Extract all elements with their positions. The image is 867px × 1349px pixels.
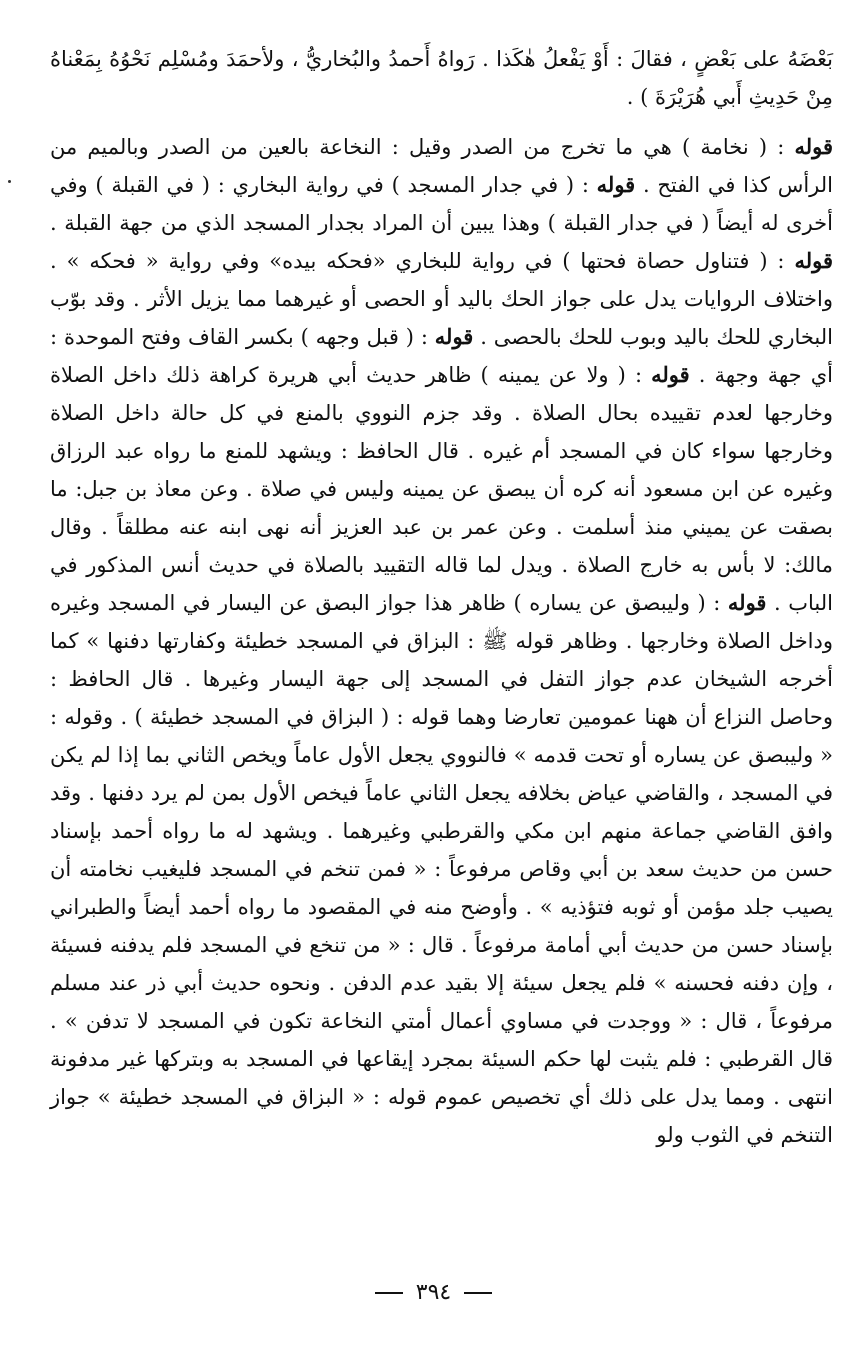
- commentary-text: : ( ولا عن يمينه ) ظاهر حديث أبي هريرة كراهة ذلك داخل الصلاة وخارجها لعدم تقييده بحال الصلاة . وقد جزم النووي بالمنع في كل حالة داخل الصلاة وخارجها سواء كان في المسجد أم غيره . قال الحافظ : ويشهد للمنع ما رواه عبد الرزاق وغيره عن ابن مسعود أنه كره أن يبصق عن يمينه وليس في صلاة . وعن معاذ بن جبل: ما بصقت عن يميني منذ أسلمت . وعن عمر بن عبد العزيز أنه نهى ابنه عنه مطلقاً . وقال مالك: لا بأس به خارج الصلاة . ويدل لما قاله التقييد بالصلاة في حديث أنس المذكور في الباب .: [50, 363, 834, 615]
- commentary-paragraph: [50, 128, 833, 1154]
- page-number: ٣٩٤: [415, 1280, 452, 1305]
- quote-label: قوله: [794, 248, 833, 273]
- commentary-text: : ( في جدار المسجد ) في رواية البخاري : ( في القبلة ) وفي أخرى له أيضاً ( في جدار القبلة ) وهذا يبين أن المراد بجدار المسجد الذي من جهة القبلة .: [50, 173, 833, 235]
- page-footer: [0, 1280, 867, 1305]
- margin-mark: [8, 180, 11, 183]
- quote-label: قوله: [596, 172, 636, 197]
- footer-dash-right: [464, 1292, 492, 1294]
- commentary-text: : ( فتناول حصاة فحتها ) في رواية للبخاري «فحكه بيده» وفي رواية « فحكه » . واختلاف الروايات يدل على جواز الحك باليد أو الحصى أو غيرهما مما يزيل الأثر . وقد بوّب البخاري للحك باليد وبوب للحك بالحصى .: [50, 249, 833, 349]
- quote-label: قوله: [794, 134, 833, 159]
- intro-paragraph: بَعْضَهُ على بَعْضٍ ، فقالَ : أَوْ يَفْعلُ هٰكَذا . رَواهُ أَحمدُ والبُخاريُّ ، ولأحمَدَ ومُسْلِم نَحْوُهُ بِمَعْناهُ مِنْ حَدِيثِ أَبي هُرَيْرَةَ ) .: [50, 47, 833, 109]
- quote-label: قوله: [651, 362, 690, 387]
- commentary-text: : ( قبل وجهه ) بكسر القاف وفتح الموحدة : أي جهة وجهة .: [50, 325, 833, 387]
- quote-label: قوله: [434, 324, 474, 349]
- quote-label: قوله: [727, 590, 767, 615]
- page-body: [50, 40, 833, 1154]
- footer-dash-left: [375, 1292, 403, 1294]
- commentary-text: : ( وليبصق عن يساره ) ظاهر هذا جواز البصق عن اليسار في المسجد وغيره وداخل الصلاة وخارجها . وظاهر قوله ﷺ : البزاق في المسجد خطيئة وكفارتها دفنها » كما أخرجه الشيخان عدم جواز التفل في المسجد إلى جهة اليسار وغيرها . قال الحافظ : وحاصل النزاع أن ههنا عمومين تعارضا وهما قوله : ( البزاق في المسجد خطيئة ) . وقوله : « وليبصق عن يساره أو تحت قدمه » فالنووي يجعل الأول عاماً ويخص الثاني بما إذا لم يكن في المسجد ، والقاضي عياض بخلافه يجعل الثاني عاماً فيخص الأول بمن لم يرد دفنها . وقد وافق القاضي جماعة منهم ابن مكي والقرطبي وغيرهما . ويشهد له ما رواه أحمد بإسناد حسن من حديث سعد بن أبي وقاص مرفوعاً : « فمن تنخم في المسجد فليغيب نخامته أن يصيب جلد مؤمن أو ثوبه فتؤذيه » . وأوضح منه في المقصود ما رواه أحمد أيضاً والطبراني بإسناد حسن من حديث أبي أمامة مرفوعاً . قال : « من تنخع في المسجد فلم يدفنه فسيئة ، وإن دفنه فحسنه » فلم يجعل سيئة إلا بقيد عدم الدفن . ونحوه حديث أبي ذر عند مسلم مرفوعاً ، قال : « ووجدت في مساوي أعمال أمتي النخاعة تكون في المسجد لا تدفن » . قال القرطبي : فلم يثبت لها حكم السيئة بمجرد إيقاعها في المسجد به وبتركها غير مدفونة انتهى . ومما يدل على ذلك أي تخصيص عموم قوله : « البزاق في المسجد خطيئة » جواز التنخم في الثوب ولو: [50, 591, 833, 1147]
- commentary-text: : ( نخامة ) هي ما تخرج من الصدر وقيل : النخاعة بالعين من الصدر وبالميم من الرأس كذا في الفتح .: [50, 135, 833, 197]
